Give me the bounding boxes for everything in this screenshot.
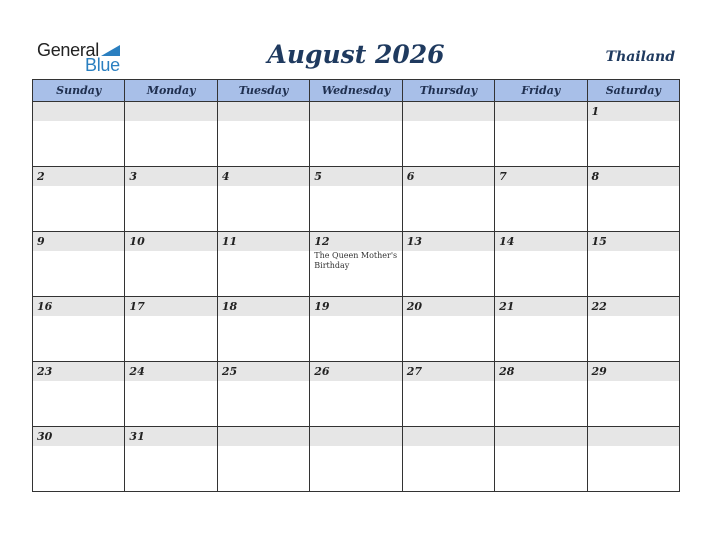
day-number: 11 <box>221 235 238 248</box>
day-number: 7 <box>499 170 507 183</box>
day-number: 10 <box>129 235 145 248</box>
calendar-day-cell[interactable] <box>310 102 402 167</box>
day-number: 6 <box>406 170 415 183</box>
day-number-bar <box>33 427 124 446</box>
day-number: 2 <box>37 170 45 183</box>
day-number-bar <box>403 427 494 446</box>
day-number: 17 <box>129 300 145 313</box>
calendar-week-row <box>33 232 680 297</box>
calendar-day-cell[interactable] <box>495 167 587 232</box>
calendar-day-cell[interactable] <box>310 167 402 232</box>
day-number-bar <box>218 427 309 446</box>
calendar-day-cell[interactable] <box>402 232 494 297</box>
day-number: 9 <box>37 235 45 248</box>
calendar-day-cell[interactable] <box>33 232 125 297</box>
calendar-day-cell[interactable] <box>217 167 309 232</box>
calendar-week-row <box>33 297 680 362</box>
day-number-bar <box>310 167 401 186</box>
calendar-day-cell[interactable] <box>587 167 679 232</box>
day-number: 18 <box>221 300 238 313</box>
day-number-bar <box>33 167 124 186</box>
logo-text-blue: Blue <box>85 55 120 75</box>
weekday-header: Sunday <box>33 80 125 102</box>
day-number-bar <box>310 362 401 381</box>
day-number: 1 <box>591 105 600 118</box>
calendar-day-cell[interactable] <box>495 427 587 492</box>
day-number: 12 <box>314 235 330 248</box>
day-number: 26 <box>314 365 330 378</box>
day-number: 22 <box>591 300 607 313</box>
calendar-day-cell[interactable] <box>495 232 587 297</box>
day-number-bar <box>125 427 216 446</box>
day-number: 31 <box>129 430 145 443</box>
calendar-week-row <box>33 102 680 167</box>
day-number-bar <box>125 297 216 316</box>
day-number-bar <box>403 362 494 381</box>
day-number-bar <box>33 297 124 316</box>
weekday-header: Monday <box>125 80 217 102</box>
calendar-day-cell[interactable] <box>217 102 309 167</box>
calendar-day-cell[interactable] <box>125 427 217 492</box>
day-number-bar <box>495 167 586 186</box>
day-number-bar <box>495 102 586 121</box>
weekday-header: Wednesday <box>310 80 402 102</box>
weekday-header: Tuesday <box>217 80 309 102</box>
day-number-bar <box>495 232 586 251</box>
weekday-header: Thursday <box>402 80 494 102</box>
day-number: 4 <box>221 170 230 183</box>
day-number-bar <box>218 362 309 381</box>
calendar-day-cell[interactable] <box>33 362 125 427</box>
calendar-day-cell[interactable] <box>587 102 679 167</box>
day-number: 21 <box>499 300 515 313</box>
day-number-bar <box>403 167 494 186</box>
day-number-bar <box>125 232 216 251</box>
day-number: 3 <box>129 170 138 183</box>
day-number-bar <box>310 232 401 251</box>
calendar-day-cell[interactable] <box>310 362 402 427</box>
calendar-day-cell[interactable] <box>402 297 494 362</box>
day-number: 30 <box>37 430 53 443</box>
day-number-bar <box>33 102 124 121</box>
weekday-header: Friday <box>495 80 587 102</box>
day-number-bar <box>310 297 401 316</box>
day-number: 5 <box>314 170 322 183</box>
day-number-bar <box>403 297 494 316</box>
day-number-bar <box>33 232 124 251</box>
calendar-day-cell[interactable] <box>495 362 587 427</box>
calendar-day-cell[interactable] <box>125 167 217 232</box>
day-number-bar <box>403 232 494 251</box>
day-number: 8 <box>591 170 600 183</box>
day-number-bar <box>125 167 216 186</box>
day-number-bar <box>588 427 679 446</box>
day-number: 27 <box>406 365 422 378</box>
day-number-bar <box>125 102 216 121</box>
day-number: 28 <box>499 365 515 378</box>
calendar-day-cell[interactable] <box>402 362 494 427</box>
weekday-header: Saturday <box>587 80 679 102</box>
calendar-grid <box>32 79 680 492</box>
day-number-bar <box>588 297 679 316</box>
day-number-bar <box>495 362 586 381</box>
calendar-day-cell[interactable] <box>217 427 309 492</box>
calendar-day-cell[interactable] <box>217 362 309 427</box>
calendar-day-cell[interactable] <box>33 297 125 362</box>
calendar-day-cell[interactable] <box>217 297 309 362</box>
calendar-day-cell[interactable] <box>310 232 402 297</box>
day-number-bar <box>588 362 679 381</box>
calendar-day-cell[interactable] <box>217 232 309 297</box>
calendar-day-cell[interactable] <box>495 102 587 167</box>
day-number-bar <box>495 297 586 316</box>
day-number: 29 <box>591 365 607 378</box>
calendar-week-row <box>33 167 680 232</box>
calendar-day-cell[interactable] <box>33 102 125 167</box>
day-number: 15 <box>591 235 607 248</box>
day-number: 23 <box>37 365 53 378</box>
calendar-week-row <box>33 427 680 492</box>
day-number: 13 <box>406 235 422 248</box>
calendar-day-cell[interactable] <box>33 427 125 492</box>
day-number-bar <box>310 427 401 446</box>
day-number: 14 <box>499 235 515 248</box>
calendar-day-cell[interactable] <box>587 427 679 492</box>
day-number: 24 <box>129 365 145 378</box>
day-number: 16 <box>37 300 53 313</box>
day-number-bar <box>218 297 309 316</box>
calendar-day-cell[interactable] <box>310 297 402 362</box>
day-number-bar <box>33 362 124 381</box>
calendar-week-row <box>33 362 680 427</box>
calendar-day-cell[interactable] <box>33 167 125 232</box>
calendar-day-cell[interactable] <box>125 102 217 167</box>
day-number-bar <box>495 427 586 446</box>
calendar-title: August 2026 <box>267 40 445 69</box>
day-number-bar <box>218 232 309 251</box>
calendar-day-cell[interactable] <box>402 102 494 167</box>
calendar-day-cell[interactable] <box>587 362 679 427</box>
day-number-bar <box>588 167 679 186</box>
day-number: 19 <box>314 300 330 313</box>
calendar-body <box>33 102 680 492</box>
day-number-bar <box>218 167 309 186</box>
day-number-bar <box>218 102 309 121</box>
calendar-day-cell[interactable] <box>310 427 402 492</box>
calendar-day-cell[interactable] <box>402 427 494 492</box>
calendar-day-cell[interactable] <box>587 297 679 362</box>
holiday-event: The Queen Mother's Birthday <box>314 251 398 270</box>
day-number-bar <box>588 232 679 251</box>
calendar-day-cell[interactable] <box>402 167 494 232</box>
weekday-header-row <box>33 80 680 102</box>
day-number-bar <box>310 102 401 121</box>
day-number: 20 <box>406 300 422 313</box>
logo-text-general: General <box>37 40 99 60</box>
calendar-day-cell[interactable] <box>125 362 217 427</box>
calendar-day-cell[interactable] <box>587 232 679 297</box>
calendar-day-cell[interactable] <box>125 232 217 297</box>
day-number-bar <box>125 362 216 381</box>
day-number: 25 <box>221 365 238 378</box>
day-number-bar <box>588 102 679 121</box>
calendar-day-cell[interactable] <box>495 297 587 362</box>
country-label: Thailand <box>605 49 675 65</box>
calendar-day-cell[interactable] <box>125 297 217 362</box>
day-number-bar <box>403 102 494 121</box>
